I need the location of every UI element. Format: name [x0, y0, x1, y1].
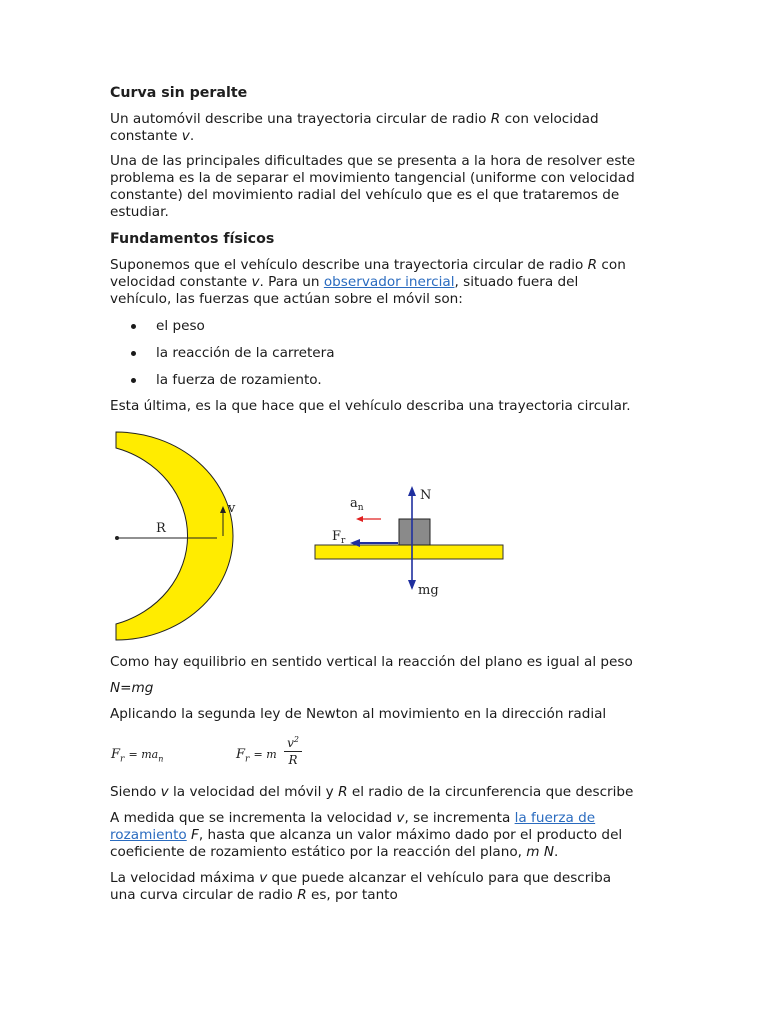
radius-label: R — [156, 521, 166, 536]
normal-label: N — [420, 488, 432, 503]
road-surface — [315, 545, 503, 559]
formula-centripetal: $F_r = m$ — [236, 747, 277, 765]
weight-arrowhead — [408, 580, 416, 590]
weight-label: mg — [418, 583, 439, 598]
paragraph-difficulties: Una de las principales dificultades que se presenta a la hora de resolver este problema es la de separar el movimiento tangencial (uniforme con velocidad constante) del movimiento radial del vehículo que es el que trataremos de estudiar. — [110, 153, 636, 220]
friction-label: $F_r$ — [332, 529, 346, 546]
acceleration-arrowhead — [356, 516, 363, 522]
velocity-label: v — [228, 501, 236, 516]
link-fuerza-rozamiento-cont[interactable]: rozamiento — [110, 827, 187, 843]
paragraph-max-velocity: La velocidad máxima v que puede alcanzar el vehículo para que describa una curva circular de radio R es, por tanto — [110, 870, 612, 903]
paragraph-siendo: Siendo v la velocidad del móvil y R el radio de la circunferencia que describe — [110, 784, 634, 800]
section-title-curva: Curva sin peralte — [110, 85, 248, 101]
fraction-numerator: $v^2$ — [287, 735, 299, 750]
link-observador-inercial[interactable]: observador inercial — [323, 274, 455, 290]
section-title-fundamentos: Fundamentos físicos — [110, 231, 275, 247]
list-item-reaccion: la reacción de la carretera — [110, 345, 335, 362]
normal-arrowhead — [408, 486, 416, 496]
paragraph-equilibrium: Como hay equilibrio en sentido vertical la reacción del plano es igual al peso — [110, 654, 633, 670]
acceleration-label: $a_n$ — [350, 496, 364, 513]
formula-newton: $F_r = ma_n$ — [111, 747, 164, 765]
paragraph-friction-max: A medida que se incrementa la velocidad v, se incrementa la fuerza de rozamiento F, hasta que alcanza un valor máximo dado por el producto del coeficiente de rozamiento estático por la reacción del plano, m N. — [110, 810, 623, 860]
vehicle-block — [399, 519, 430, 545]
link-fuerza-rozamiento[interactable]: la fuerza de — [514, 810, 596, 826]
road-outer-arc — [116, 432, 233, 640]
list-item-peso: el peso — [110, 318, 205, 335]
list-item-rozamiento: la fuerza de rozamiento. — [110, 372, 322, 389]
paragraph-newton: Aplicando la segunda ley de Newton al movimiento en la dirección radial — [110, 706, 607, 722]
equation-n-mg: N=mg — [110, 680, 154, 696]
paragraph-forces: Suponemos que el vehículo describe una trayectoria circular de radio R con velocidad constante v. Para un observador inercial, situado fuera del vehículo, las fuerzas que actúan sobre el móvil son: — [110, 257, 626, 307]
center-point — [115, 536, 119, 540]
fraction-denominator: R — [288, 753, 298, 767]
fraction-bar — [284, 751, 302, 752]
formula-fraction — [284, 733, 302, 767]
road-cross-section — [315, 486, 503, 598]
paragraph-intro: Un automóvil describe una trayectoria circular de radio R con velocidad constante v. — [110, 111, 599, 144]
paragraph-last-force: Esta última, es la que hace que el vehículo describa una trayectoria circular. — [110, 398, 631, 414]
circular-road-figure — [115, 432, 236, 640]
